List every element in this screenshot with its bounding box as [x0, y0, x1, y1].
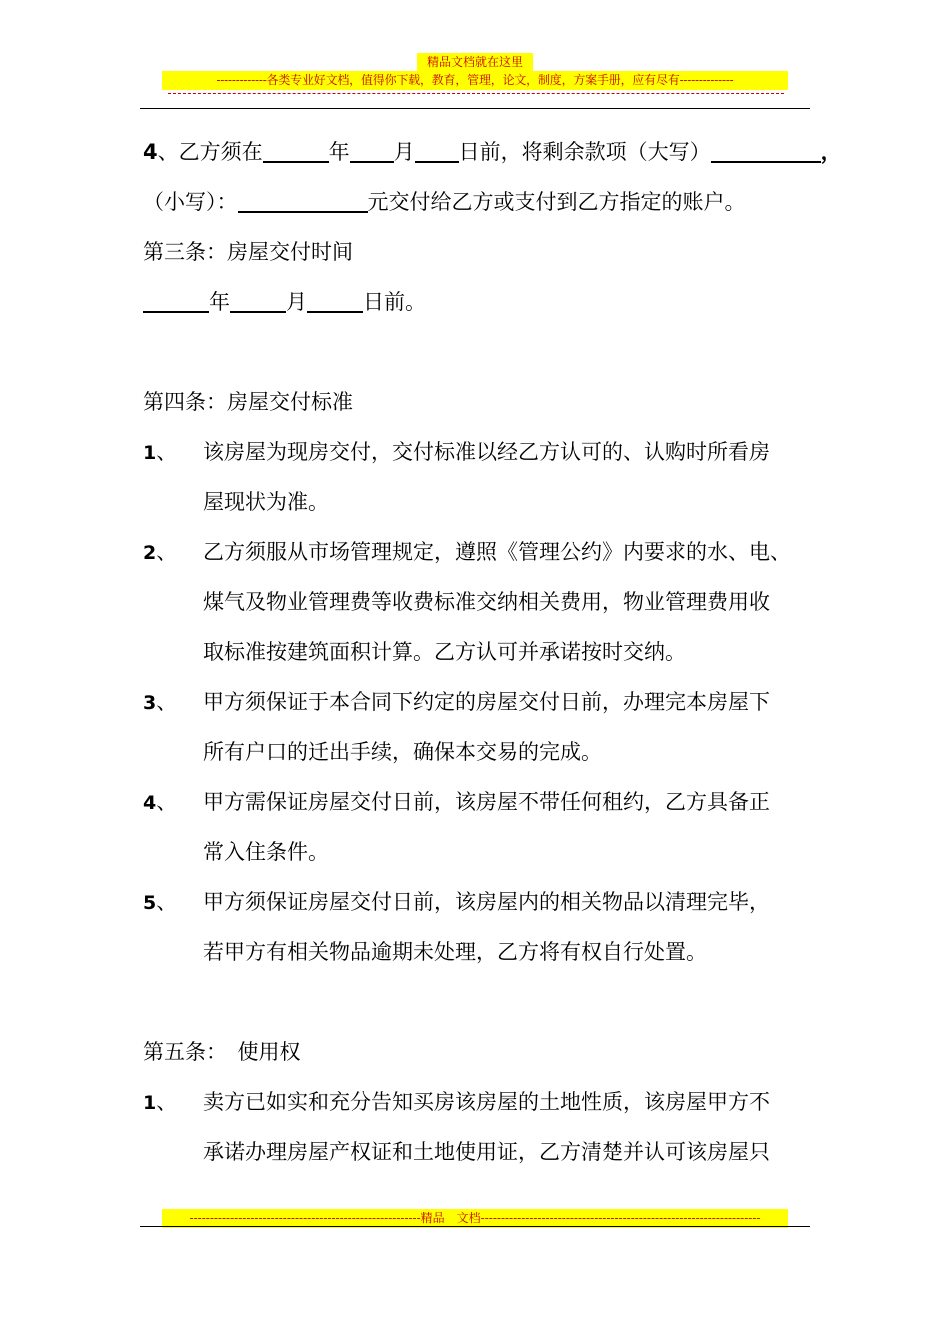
list-item-line: 若甲方有相关物品逾期未处理，乙方将有权自行处置。 [203, 940, 707, 964]
header-top-label: 精品文档就在这里 [417, 53, 533, 72]
list-item-line: 煤气及物业管理费等收费标准交纳相关费用，物业管理费用收 [203, 590, 770, 614]
header-rule [140, 108, 810, 109]
list-item-line: 屋现状为准。 [203, 490, 329, 514]
list-item-line: 乙方须服从市场管理规定，遵照《管理公约》内要求的水、电、 [203, 540, 791, 564]
list-item-number: 2、 [143, 540, 178, 564]
article-3-heading: 第三条：房屋交付时间 [143, 240, 353, 264]
article-4-heading: 第四条：房屋交付标准 [143, 390, 353, 414]
list-item-line: 甲方需保证房屋交付日前，该房屋不带任何租约，乙方具备正 [203, 790, 770, 814]
amount-uppercase-blank [711, 139, 821, 163]
list-item-line: 甲方须保证于本合同下约定的房屋交付日前，办理完本房屋下 [203, 690, 770, 714]
list-item-number: 3、 [143, 690, 178, 714]
list-item-line: 所有户口的迁出手续，确保本交易的完成。 [203, 740, 602, 764]
day-blank [307, 289, 363, 313]
list-item-line: 常入住条件。 [203, 840, 329, 864]
list-item-number: 1、 [143, 1090, 178, 1114]
footer-rule [140, 1226, 810, 1227]
list-item-line: 取标准按建筑面积计算。乙方认可并承诺按时交纳。 [203, 640, 686, 664]
day-blank [415, 139, 459, 163]
clause-item-4-line-1: 4、乙方须在 年 月 日前，将剩余款项（大写） ， [143, 140, 842, 164]
list-item-number: 1、 [143, 440, 178, 464]
amount-lowercase-blank [238, 189, 368, 213]
article-5-heading: 第五条： 使用权 [143, 1040, 301, 1064]
header-banner: -------------各类专业好文档，值得你下载，教育，管理，论文，制度，方案手册，应有尽有-------------- [162, 71, 788, 90]
header-dashed-divider [168, 93, 784, 104]
list-item-line: 卖方已如实和充分告知买房该房屋的土地性质，该房屋甲方不 [203, 1090, 770, 1114]
month-blank [230, 289, 286, 313]
clause-item-number: 4 [143, 140, 158, 164]
list-item-line: 该房屋为现房交付，交付标准以经乙方认可的、认购时所看房 [203, 440, 770, 464]
year-blank [263, 139, 329, 163]
list-item-line: 承诺办理房屋产权证和土地使用证，乙方清楚并认可该房屋只 [203, 1140, 770, 1164]
list-item-number: 4、 [143, 790, 178, 814]
article-3-date-line: 年 月 日前。 [143, 288, 426, 316]
footer-banner: ---------------------------------------------------------精品 文档--------------------------------------------------------------------- [162, 1209, 788, 1228]
clause-item-4-line-2: （小写）： 元交付给乙方或支付到乙方指定的账户。 [143, 190, 746, 214]
month-blank [350, 139, 394, 163]
year-blank [143, 289, 209, 313]
list-item-number: 5、 [143, 890, 178, 914]
list-item-line: 甲方须保证房屋交付日前，该房屋内的相关物品以清理完毕， [203, 890, 770, 914]
